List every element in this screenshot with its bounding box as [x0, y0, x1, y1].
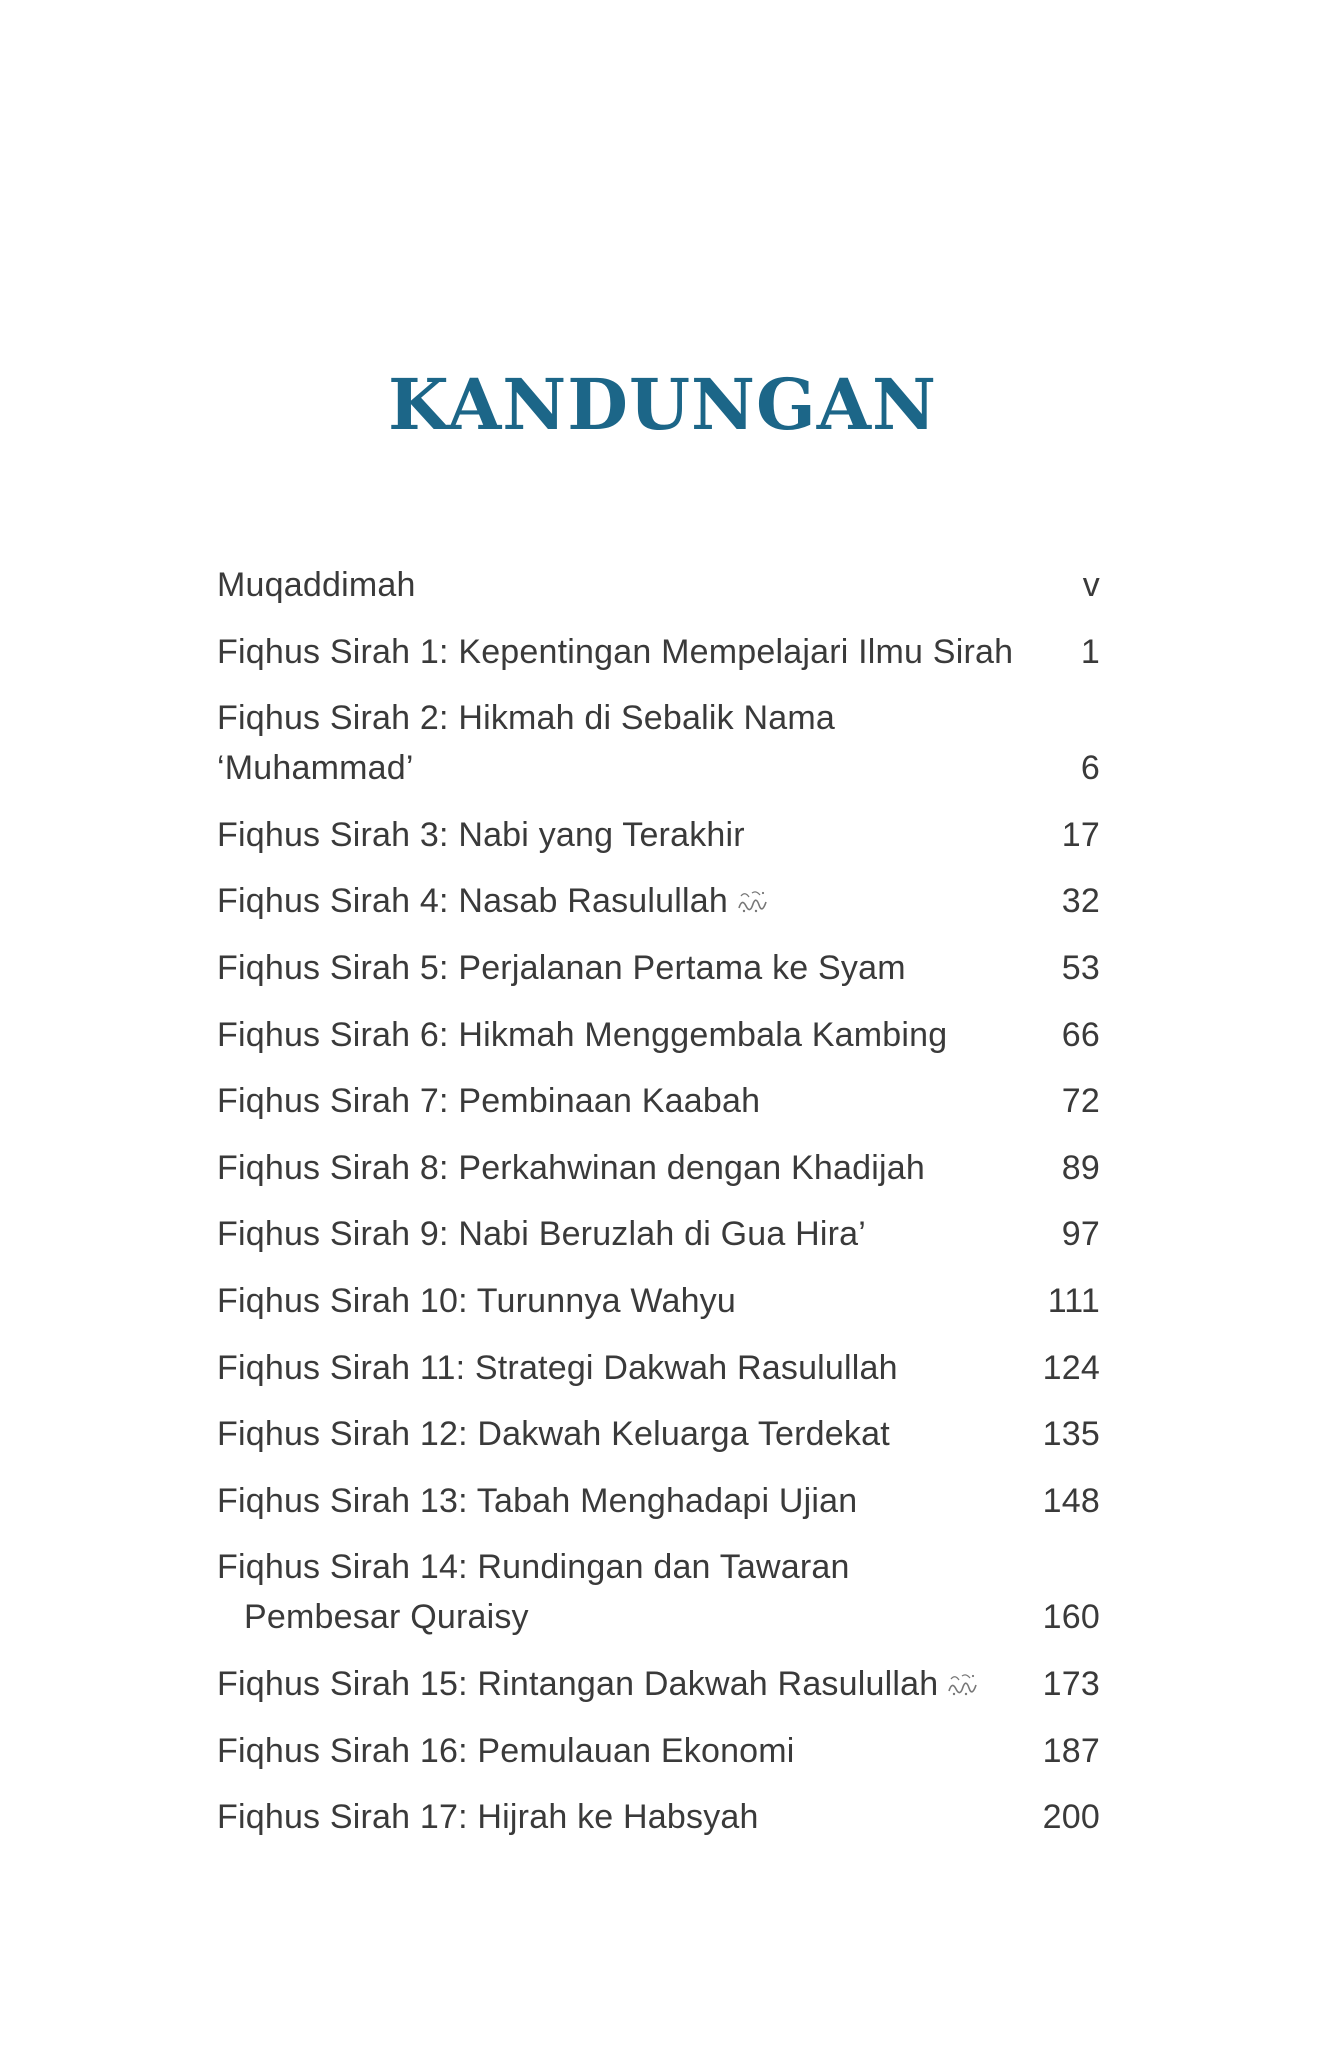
toc-entry-title: Fiqhus Sirah 6: Hikmah Menggembala Kambing: [217, 1015, 948, 1054]
toc-page-number: 17: [1061, 815, 1100, 854]
toc-entry-title: Fiqhus Sirah 14: Rundingan dan Tawaran: [217, 1548, 850, 1587]
toc-entry: [217, 1542, 1100, 1642]
toc-entry: [217, 810, 1100, 860]
toc-page-number: 148: [1042, 1481, 1100, 1520]
toc-entry: [217, 943, 1100, 993]
toc-entry-title: Fiqhus Sirah 4: Nasab Rasulullah: [217, 882, 729, 921]
toc-entry: [217, 1209, 1100, 1259]
toc-entry: [217, 876, 1100, 926]
toc-page-number: 97: [1061, 1215, 1100, 1254]
toc-page-number: 66: [1061, 1015, 1100, 1054]
toc-page-number: 200: [1042, 1798, 1100, 1837]
salawat-icon: [736, 888, 768, 914]
toc-entry-title: Fiqhus Sirah 15: Rintangan Dakwah Rasulullah: [217, 1664, 939, 1703]
toc-entry-title: Muqaddimah: [217, 566, 416, 604]
toc-entry: [217, 1409, 1100, 1459]
toc-entry-title: Fiqhus Sirah 10: Turunnya Wahyu: [217, 1281, 736, 1320]
toc-page-number: 6: [1080, 749, 1100, 788]
toc-page-number: 111: [1047, 1281, 1100, 1320]
toc-entry: [217, 1476, 1100, 1526]
toc-entry-title: Fiqhus Sirah 3: Nabi yang Terakhir: [217, 815, 745, 854]
toc-entry: [217, 627, 1100, 677]
salawat-icon: [946, 1671, 978, 1697]
toc-entry-title-wrap: [217, 876, 768, 926]
toc-entry-title-wrap: [217, 1542, 850, 1642]
toc-entry: [217, 1659, 1100, 1709]
toc-page-number: 124: [1042, 1348, 1100, 1387]
toc-entry: [217, 1010, 1100, 1060]
toc-entry-title: Fiqhus Sirah 8: Perkahwinan dengan Khadijah: [217, 1148, 925, 1187]
table-of-contents: [217, 560, 1100, 1859]
toc-entry-title-continued: Pembesar Quraisy: [244, 1598, 529, 1637]
toc-entry: [217, 1343, 1100, 1393]
toc-entry-title: Fiqhus Sirah 17: Hijrah ke Habsyah: [217, 1798, 759, 1837]
toc-entry: [217, 1726, 1100, 1776]
toc-entry-title: Fiqhus Sirah 11: Strategi Dakwah Rasulullah: [217, 1348, 898, 1387]
toc-entry: [217, 560, 1100, 610]
toc-page-number: 53: [1061, 948, 1100, 987]
toc-page-number: 72: [1061, 1082, 1100, 1121]
page-title: KANDUNGAN: [387, 363, 938, 446]
toc-page-number: 1: [1080, 632, 1100, 671]
toc-entry-title-wrap: [217, 1659, 978, 1709]
toc-page-number: 160: [1042, 1598, 1100, 1637]
toc-entry: [217, 1792, 1100, 1842]
toc-entry-title: Fiqhus Sirah 7: Pembinaan Kaabah: [217, 1082, 761, 1121]
toc-page-number: 135: [1042, 1415, 1100, 1454]
toc-page-number: 173: [1042, 1664, 1100, 1703]
toc-entry-title: Fiqhus Sirah 1: Kepentingan Mempelajari Ilmu Sirah: [217, 632, 1014, 671]
toc-page-number: 32: [1061, 882, 1100, 921]
toc-page-number: 187: [1042, 1731, 1100, 1770]
toc-page-number: v: [1082, 566, 1100, 604]
toc-entry-title: Fiqhus Sirah 5: Perjalanan Pertama ke Syam: [217, 948, 906, 987]
toc-entry: [217, 1143, 1100, 1193]
toc-entry: [217, 693, 1100, 793]
toc-entry: [217, 1276, 1100, 1326]
toc-entry-title: Fiqhus Sirah 16: Pemulauan Ekonomi: [217, 1731, 795, 1770]
toc-entry-title: Fiqhus Sirah 12: Dakwah Keluarga Terdekat: [217, 1415, 890, 1454]
toc-entry-title: Fiqhus Sirah 2: Hikmah di Sebalik Nama ‘Muhammad’: [217, 699, 835, 788]
toc-entry-title: Fiqhus Sirah 9: Nabi Beruzlah di Gua Hira’: [217, 1215, 867, 1254]
toc-entry-title: Fiqhus Sirah 13: Tabah Menghadapi Ujian: [217, 1481, 858, 1520]
toc-entry: [217, 1076, 1100, 1126]
toc-page-number: 89: [1061, 1148, 1100, 1187]
